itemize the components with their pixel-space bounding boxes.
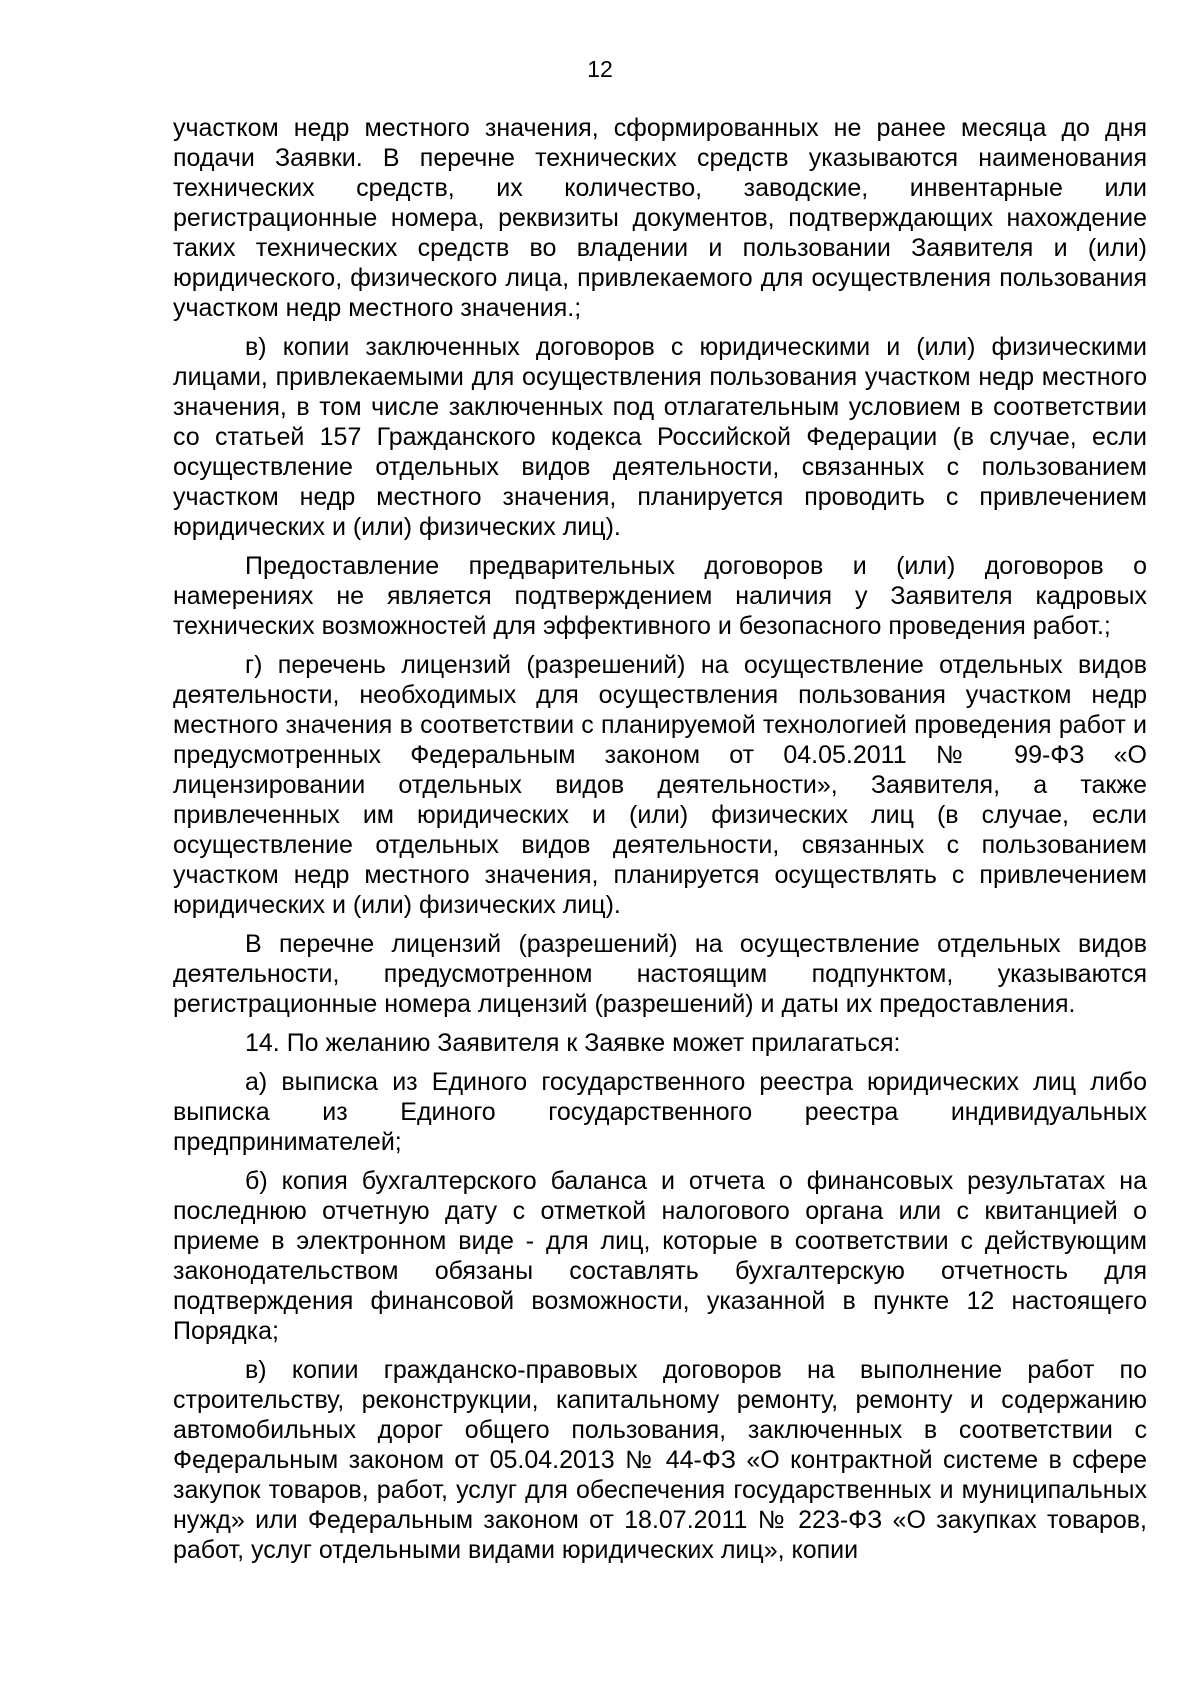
paragraph-item-b-balance-sheet: б) копия бухгалтерского баланса и отчета о финансовых результатах на последнюю отчетную дату с отметкой налогового органа или с квитанцией о приеме в электронном виде - для лиц, которые в соответствии с действующим законодательством обязаны составлять бухгалтерскую отчетность для подтверждения финансовой возможности, указанной в пункте 12 настоящего Порядка;	[173, 1167, 1147, 1345]
paragraph-clause-14: 14. По желанию Заявителя к Заявке может прилагаться:	[245, 1029, 901, 1057]
paragraph-technical-means-continuation: участком недр местного значения, сформированных не ранее месяца до дня подачи Заявки. В перечне технических средств указываются наименования технических средств, их количество, заводские, инвентарные или регистрационные номера, реквизиты документов, подтверждающих нахождение таких технических средств во владении и пользовании Заявителя и (или) юридического, физического лица, привлекаемого для осуществления пользования участком недр местного значения.;	[173, 114, 1147, 322]
paragraph-preliminary-contracts: Предоставление предварительных договоров и (или) договоров о намерениях не является подтверждением наличия у Заявителя кадровых технических возможностей для эффективного и безопасного проведения работ.;	[173, 552, 1147, 640]
paragraph-item-g-licenses: г) перечень лицензий (разрешений) на осуществление отдельных видов деятельности, необходимых для осуществления пользования участком недр местного значения в соответствии с планируемой технологией проведения работ и предусмотренных Федеральным законом от 04.05.2011 № 99-ФЗ «О лицензировании отдельных видов деятельности», Заявителя, а также привлеченных им юридических и (или) физических лиц (в случае, если осуществление отдельных видов деятельности, связанных с пользованием участком недр местного значения, планируется осуществлять с привлечением юридических и (или) физических лиц).	[173, 651, 1147, 919]
paragraph-item-v-contracts: в) копии заключенных договоров с юридическими и (или) физическими лицами, привлекаемыми для осуществления пользования участком недр местного значения, в том числе заключенных под отлагательным условием в соответствии со статьей 157 Гражданского кодекса Российской Федерации (в случае, если осуществление отдельных видов деятельности, связанных с пользованием участком недр местного значения, планируется проводить с привлечением юридических и (или) физических лиц).	[173, 333, 1147, 541]
page-number: 12	[587, 56, 613, 82]
document-body	[173, 113, 1147, 1574]
paragraph-license-list-details: В перечне лицензий (разрешений) на осуществление отдельных видов деятельности, предусмотренном настоящим подпунктом, указываются регистрационные номера лицензий (разрешений) и даты их предоставления.	[173, 930, 1147, 1018]
paragraph-item-v-civil-contracts: в) копии гражданско-правовых договоров на выполнение работ по строительству, реконструкции, капитальному ремонту, ремонту и содержанию автомобильных дорог общего пользования, заключенных в соответствии с Федеральным законом от 05.04.2013 № 44-ФЗ «О контрактной системе в сфере закупок товаров, работ, услуг для обеспечения государственных и муниципальных нужд» или Федеральным законом от 18.07.2011 № 223-ФЗ «О закупках товаров, работ, услуг отдельными видами юридических лиц», копии	[173, 1356, 1147, 1564]
paragraph-item-a-register-extract: а) выписка из Единого государственного реестра юридических лиц либо выписка из Единого государственного реестра индивидуальных предпринимателей;	[173, 1068, 1147, 1156]
